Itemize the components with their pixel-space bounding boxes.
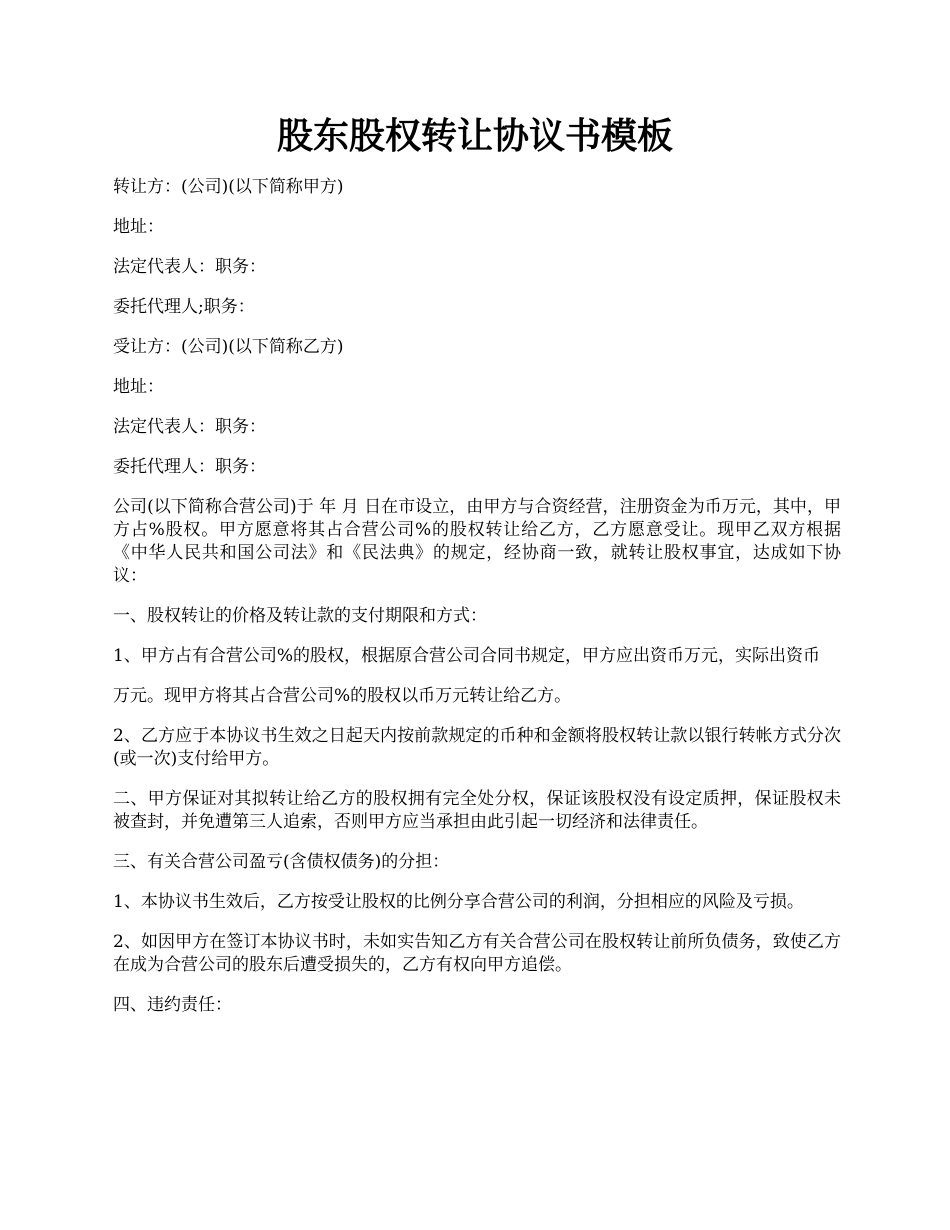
document-title: 股东股权转让协议书模板	[276, 115, 673, 157]
section-heading-liability: 四、违约责任：	[113, 995, 232, 1015]
clause-1-1: 1、甲方占有合营公司%的股权，根据原合营公司合同书规定，甲方应出资币万元，实际出资币	[113, 646, 820, 666]
preamble-paragraph: 公司(以下简称合营公司)于 年 月 日在市设立，由甲方与合资经营，注册资金为币万元，其中，甲方占%股权。甲方愿意将其占合营公司%的股权转让给乙方，乙方愿意受让。现甲乙双方根据《中华人民共和国公司法》和《民法典》的规定，经协商一致，就转让股权事宜，达成如下协议：	[113, 497, 841, 586]
transferee-line: 受让方：(公司)(以下简称乙方)	[113, 337, 344, 357]
transferee-agent: 委托代理人：职务：	[113, 457, 266, 477]
transferor-line: 转让方：(公司)(以下简称甲方)	[113, 177, 344, 197]
transferor-legal-rep: 法定代表人：职务：	[113, 257, 266, 277]
section-warranty: 二、甲方保证对其拟转让给乙方的股权拥有完全处分权，保证该股权没有设定质押，保证股权未被查封，并免遭第三人追索，否则甲方应当承担由此引起一切经济和法律责任。	[113, 789, 841, 832]
clause-3-1: 1、本协议书生效后，乙方按受让股权的比例分享合营公司的利润，分担相应的风险及亏损。	[113, 892, 804, 912]
transferee-legal-rep: 法定代表人：职务：	[113, 417, 266, 437]
section-heading-profit-loss: 三、有关合营公司盈亏(含债权债务)的分担：	[113, 852, 450, 872]
section-heading-price: 一、股权转让的价格及转让款的支付期限和方式：	[113, 606, 487, 626]
clause-1-1-cont: 万元。现甲方将其占合营公司%的股权以币万元转让给乙方。	[113, 686, 572, 706]
clause-1-2: 2、乙方应于本协议书生效之日起天内按前款规定的币种和金额将股权转让款以银行转帐方式分次(或一次)支付给甲方。	[113, 726, 841, 769]
transferor-address: 地址：	[113, 217, 164, 237]
document-body	[113, 176, 841, 1034]
clause-3-2: 2、如因甲方在签订本协议书时，未如实告知乙方有关合营公司在股权转让前所负债务，致使乙方在成为合营公司的股东后遭受损失的，乙方有权向甲方追偿。	[113, 932, 841, 975]
transferor-agent: 委托代理人;职务：	[113, 297, 255, 317]
transferee-address: 地址：	[113, 377, 164, 397]
